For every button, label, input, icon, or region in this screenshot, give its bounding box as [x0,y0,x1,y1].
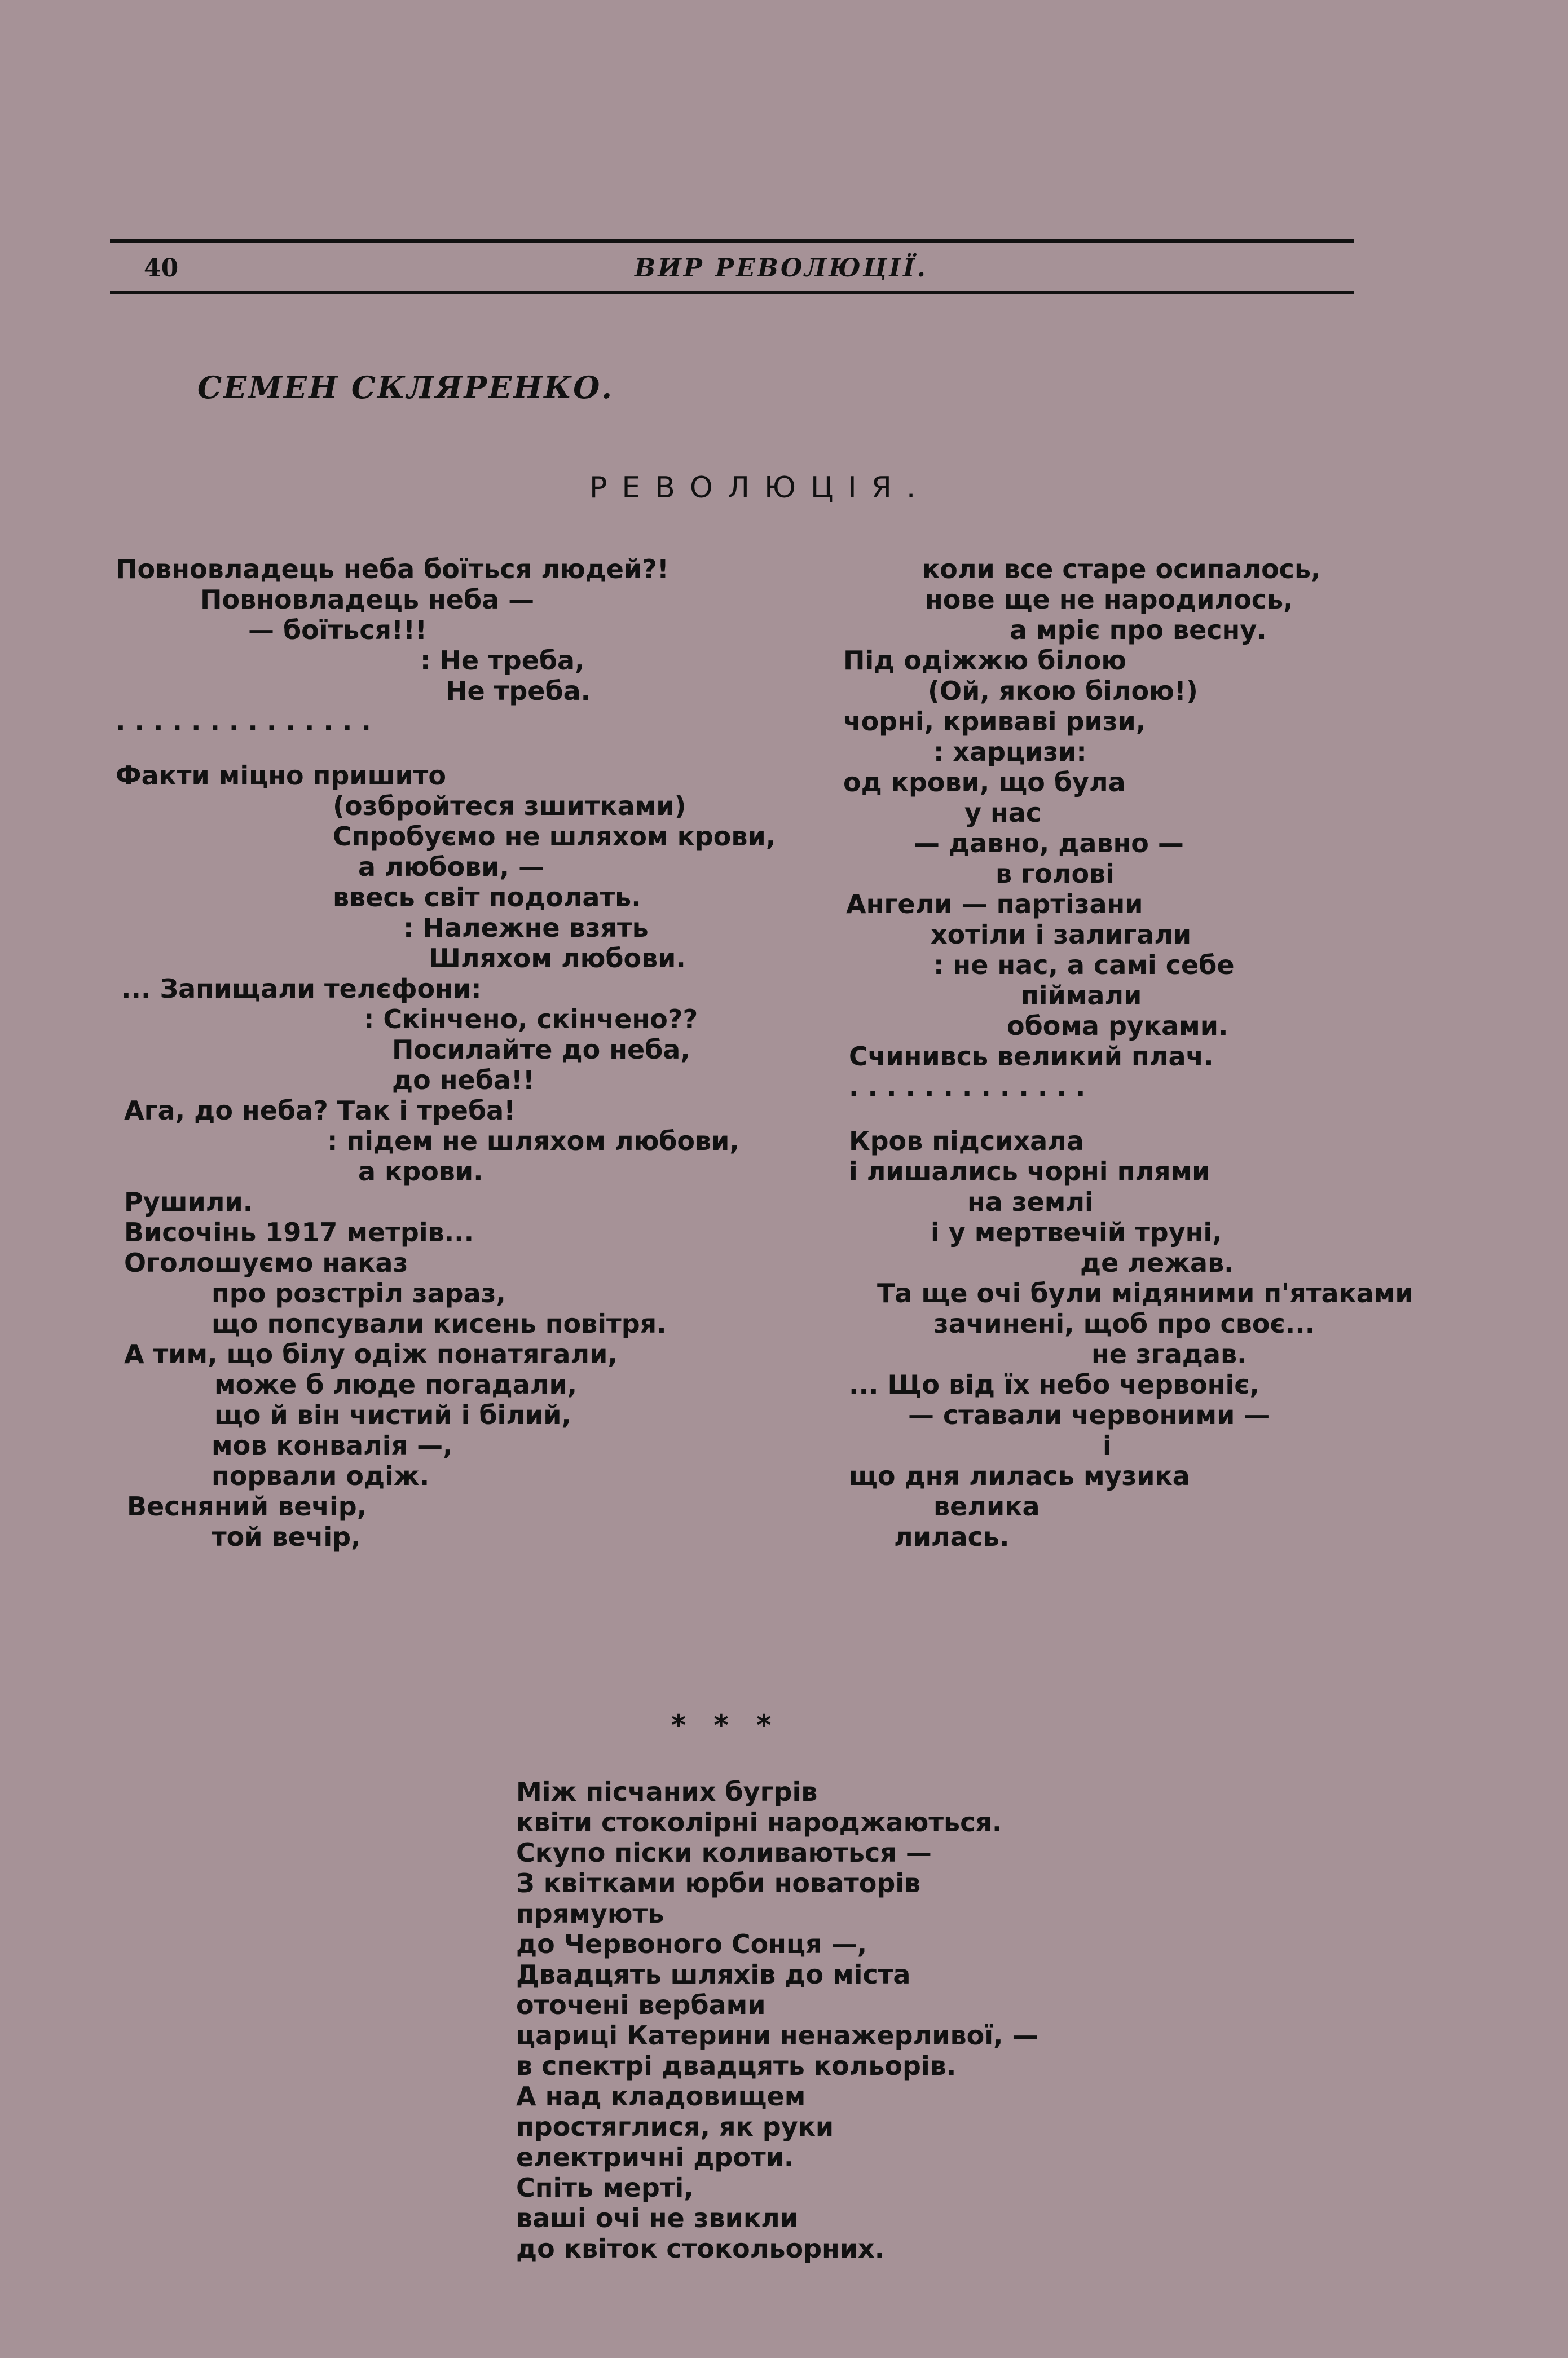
right-line: чорні, криваві ризи, [843,706,1146,737]
right-line: од крови, що була [843,767,1126,797]
bottom-line: З квітками юрби новаторів [516,1868,921,1898]
left-line: Посилайте до неба, [392,1034,690,1065]
left-line: ... Запищали телєфони: [121,973,482,1004]
right-line: Счинивсь великий плач. [849,1041,1214,1072]
right-line: (Ой, якою білою!) [928,676,1198,706]
right-line: в голові [996,858,1115,889]
right-line: Кров підсихала [849,1126,1084,1156]
left-line: Ага, до неба? Так і треба! [124,1095,516,1126]
left-line: Повновладець неба — [200,584,535,615]
left-line: порвали одіж. [212,1461,430,1491]
right-line: : не нас, а самі себе [933,950,1235,980]
left-line: може б люде погадали, [214,1369,578,1400]
bottom-line: ваші очі не звикли [516,2203,798,2233]
left-line: Повновладець неба боїться людей?! [116,554,669,584]
right-line: а мріє про весну. [1010,615,1267,645]
right-line: не згадав. [1091,1339,1247,1369]
left-line: той вечір, [212,1522,361,1552]
bottom-line: простяглися, як руки [516,2112,834,2142]
left-line: про розстріл зараз, [212,1278,506,1308]
left-line: Факти міцно пришито [116,760,446,791]
right-line: на землі [967,1187,1094,1217]
left-line: що попсували кисень повітря. [212,1308,667,1339]
left-line: Не треба. [446,676,591,706]
bottom-line: квіти стоколірні народжаються. [516,1807,1002,1837]
bottom-line: до Червоного Сонця —, [516,1929,867,1959]
left-line: що й він чистий і білий, [214,1400,571,1430]
right-line: Та ще очі були мідяними п'ятаками [877,1278,1413,1308]
running-title: ВИР РЕВОЛЮЦІЇ. [635,254,928,283]
left-line: (озбройтеся зшитками) [333,791,686,821]
author-name: СЕМЕН СКЛЯРЕНКО. [197,369,614,406]
bottom-line: в спектрі двадцять кольорів. [516,2051,957,2081]
left-line: А тим, що білу одіж понатягали, [124,1339,618,1369]
left-line: до неба!! [392,1065,535,1095]
page-number: 40 [144,254,179,283]
right-line: — ставали червоними — [908,1400,1270,1430]
bottom-line: Скупо піски коливаються — [516,1837,932,1868]
bottom-line: Двадцять шляхів до міста [516,1959,911,1990]
bottom-line: до квіток стокольорних. [516,2233,885,2264]
header-rule-bottom [110,291,1354,294]
left-line: Рушили. [124,1187,253,1217]
right-line: нове ще не народилось, [925,584,1293,615]
left-line: Оголошуємо наказ [124,1248,408,1278]
right-line: . . . . . . . . . . . . . [849,1072,1086,1102]
bottom-line: цариці Катерини ненажерливої, — [516,2020,1038,2051]
right-line: піймали [1021,980,1142,1011]
right-line: у нас [964,797,1042,828]
left-line: мов конвалія —, [212,1430,453,1461]
left-line: Шляхом любови. [429,943,686,973]
poem-title: РЕВОЛЮЦІЯ. [589,471,931,505]
right-line: і у мертвечій труні, [931,1217,1222,1248]
right-line: зачинені, щоб про своє... [933,1308,1315,1339]
right-line: Під одіжжю білою [843,645,1127,676]
right-line: обома руками. [1007,1011,1228,1041]
right-line: де лежав. [1080,1248,1234,1278]
right-line: : харцизи: [933,737,1087,767]
left-line: — боїться!!! [248,615,427,645]
right-line: що дня лилась музика [849,1461,1190,1491]
right-line: хотіли і залигали [931,919,1192,950]
right-line: коли все старе осипалось, [922,554,1321,584]
right-line: велика [933,1491,1040,1522]
left-line: а крови. [358,1156,483,1187]
right-line: ... Що від їх небо червоніє, [849,1369,1259,1400]
left-line: . . . . . . . . . . . . . . [116,706,371,737]
right-line: і лишались чорні плями [849,1156,1210,1187]
left-line: Весняний вечір, [127,1491,367,1522]
left-line: : Не треба, [420,645,585,676]
right-line: — давно, давно — [914,828,1184,858]
bottom-line: електричні дроти. [516,2142,794,2172]
left-line: Спробуємо не шляхом крови, [333,821,776,852]
left-line: : Скінчено, скінчено?? [364,1004,698,1034]
bottom-line: А над кладовищем [516,2081,806,2112]
bottom-line: Між пісчаних бугрів [516,1777,818,1807]
right-line: Ангели — партізани [846,889,1143,919]
left-line: : підем не шляхом любови, [327,1126,739,1156]
left-line: а любови, — [358,852,545,882]
right-line: і [1103,1430,1112,1461]
left-line: Височінь 1917 метрів... [124,1217,474,1248]
right-line: лилась. [894,1522,1010,1552]
bottom-line: оточені вербами [516,1990,766,2020]
bottom-line: Спіть мерті, [516,2172,694,2203]
header-rule-top [110,239,1354,243]
section-separator: * * * [671,1709,781,1742]
left-line: : Належне взять [403,913,649,943]
left-line: ввесь світ подолать. [333,882,641,913]
bottom-line: прямують [516,1898,664,1929]
